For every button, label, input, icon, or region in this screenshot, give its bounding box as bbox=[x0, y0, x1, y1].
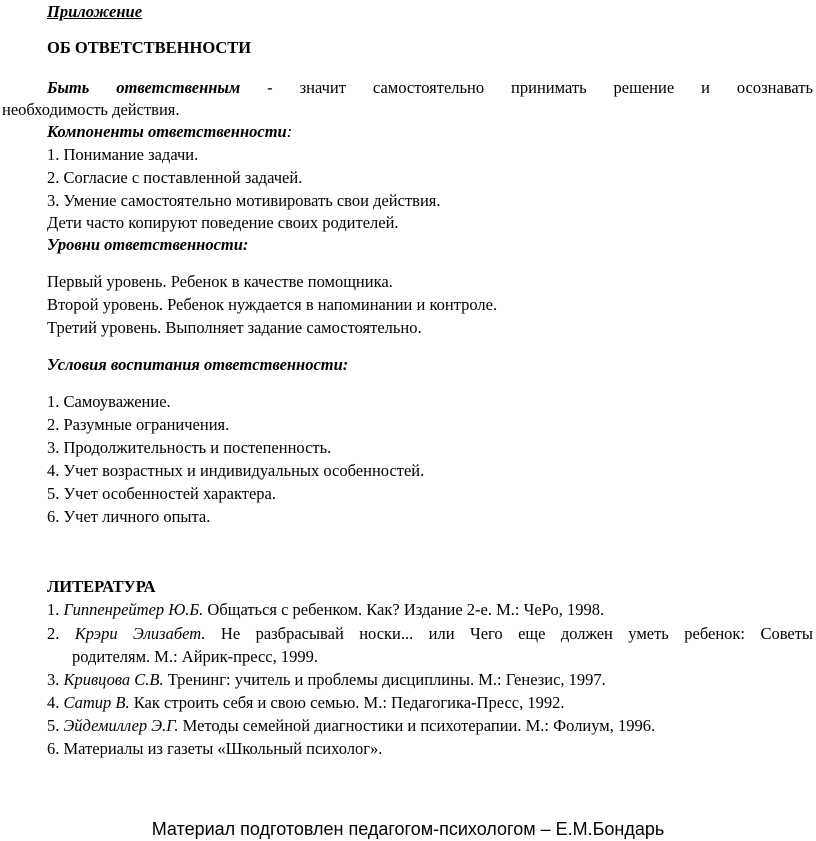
list-item: 2. Согласие с поставленной задачей. bbox=[47, 168, 303, 187]
reference-item: 4. Сатир В. Как строить себя и свою семью. М.: Педагогика-Пресс, 1992. bbox=[47, 693, 565, 712]
reference-item: 1. Гиппенрейтер Ю.Б. Общаться с ребенком. Как? Издание 2-е. М.: ЧеРо, 1998. bbox=[47, 600, 605, 619]
definition-line-2: необходимость действия. bbox=[2, 100, 180, 119]
list-item: 6. Учет личного опыта. bbox=[47, 507, 211, 526]
footer-credit: Материал подготовлен педагогом-психологом – Е.М.Бондарь bbox=[151, 819, 665, 839]
reference-continuation: родителям. М.: Айрик-пресс, 1999. bbox=[72, 647, 318, 666]
reference-item: 3. Кривцова С.В. Тренинг: учитель и проблемы дисциплины. М.: Генезис, 1997. bbox=[47, 670, 606, 689]
list-item: 3. Умение самостоятельно мотивировать свои действия. bbox=[47, 191, 441, 210]
list-item: 1. Самоуважение. bbox=[47, 392, 171, 411]
reference-author: Кривцова С.В. bbox=[63, 670, 164, 689]
list-item: 2. Разумные ограничения. bbox=[47, 415, 230, 434]
conditions-heading: Условия воспитания ответственности: bbox=[47, 355, 349, 374]
definition-dash: - bbox=[267, 78, 273, 97]
reference-author: Крэри Элизабет. bbox=[74, 624, 206, 643]
list-item: 4. Учет возрастных и индивидуальных особенностей. bbox=[47, 461, 425, 480]
literature-heading: ЛИТЕРАТУРА bbox=[47, 577, 156, 596]
components-note: Дети часто копируют поведение своих родителей. bbox=[47, 213, 399, 232]
levels-heading: Уровни ответственности: bbox=[47, 235, 249, 254]
definition-term: Быть ответственным bbox=[47, 78, 241, 97]
list-item: 1. Понимание задачи. bbox=[47, 145, 199, 164]
list-item: Третий уровень. Выполняет задание самостоятельно. bbox=[47, 318, 422, 337]
reference-author: Гиппенрейтер Ю.Б. bbox=[63, 600, 204, 619]
reference-author: Сатир В. bbox=[63, 693, 130, 712]
reference-author: Эйдемиллер Э.Г. bbox=[63, 716, 179, 735]
list-item: 3. Продолжительность и постепенность. bbox=[47, 438, 332, 457]
definition-line-1 bbox=[47, 78, 813, 98]
components-heading: Компоненты ответственности: bbox=[47, 122, 293, 141]
document-title: ОБ ОТВЕТСТВЕННОСТИ bbox=[47, 38, 252, 57]
list-item: Второй уровень. Ребенок нуждается в напоминании и контроле. bbox=[47, 295, 498, 314]
reference-item: 6. Материалы из газеты «Школьный психолог». bbox=[47, 739, 383, 758]
reference-item: 2. Крэри Элизабет. Не разбрасывай носки... или Чего еще должен уметь ребенок: Советы bbox=[47, 624, 814, 643]
reference-item: 5. Эйдемиллер Э.Г. Методы семейной диагностики и психотерапии. М.: Фолиум, 1996. bbox=[47, 716, 656, 735]
list-item: 5. Учет особенностей характера. bbox=[47, 484, 276, 503]
definition-text: значит самостоятельно принимать решение и осознавать bbox=[299, 78, 814, 97]
appendix-label: Приложение bbox=[47, 2, 143, 21]
list-item: Первый уровень. Ребенок в качестве помощника. bbox=[47, 272, 393, 291]
